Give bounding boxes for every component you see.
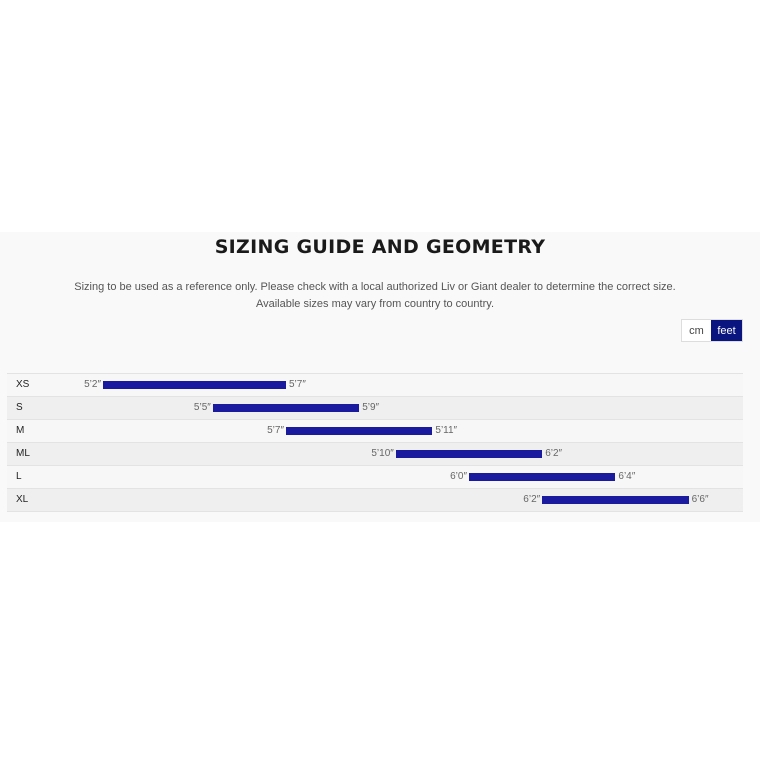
unit-feet-button[interactable]: feet xyxy=(711,320,742,341)
range-min-label: 5’7″ xyxy=(267,425,284,436)
size-label: L xyxy=(16,471,22,482)
size-label: XL xyxy=(16,494,29,505)
range-min-label: 6’0″ xyxy=(450,471,467,482)
page-title: SIZING GUIDE AND GEOMETRY xyxy=(214,236,546,258)
range-max-label: 5’11″ xyxy=(435,425,458,436)
subtitle-line-2: Available sizes may vary from country to country. xyxy=(255,298,494,310)
unit-toggle xyxy=(681,319,743,342)
range-min-label: 6’2″ xyxy=(523,494,541,505)
size-range-chart xyxy=(7,373,743,512)
range-max-label: 6’4″ xyxy=(618,471,636,482)
range-min-label: 5’2″ xyxy=(84,379,101,390)
range-bar xyxy=(213,404,359,412)
subtitle-line-1: Sizing to be used as a reference only. Please check with a local authorized Liv or Giant dealer to determine the correct size. xyxy=(74,281,676,293)
size-row xyxy=(7,488,743,512)
size-row xyxy=(7,442,743,465)
size-label: XS xyxy=(16,379,30,390)
range-max-label: 6’2″ xyxy=(545,448,563,459)
size-row xyxy=(7,373,743,396)
range-max-label: 6’6″ xyxy=(691,494,709,505)
range-bar xyxy=(396,450,542,458)
range-bar xyxy=(542,496,688,504)
size-label: ML xyxy=(16,448,30,459)
range-max-label: 5’9″ xyxy=(362,402,380,413)
size-row xyxy=(7,465,743,488)
range-bar xyxy=(469,473,615,481)
size-row xyxy=(7,396,743,419)
unit-cm-button[interactable]: cm xyxy=(689,324,704,337)
range-min-label: 5’5″ xyxy=(193,402,211,413)
size-label: M xyxy=(16,425,25,436)
range-bar xyxy=(286,427,432,435)
size-label: S xyxy=(16,402,23,413)
range-bar xyxy=(103,381,286,389)
size-row xyxy=(7,419,743,442)
range-max-label: 5’7″ xyxy=(289,379,306,390)
range-min-label: 5’10″ xyxy=(371,448,394,459)
